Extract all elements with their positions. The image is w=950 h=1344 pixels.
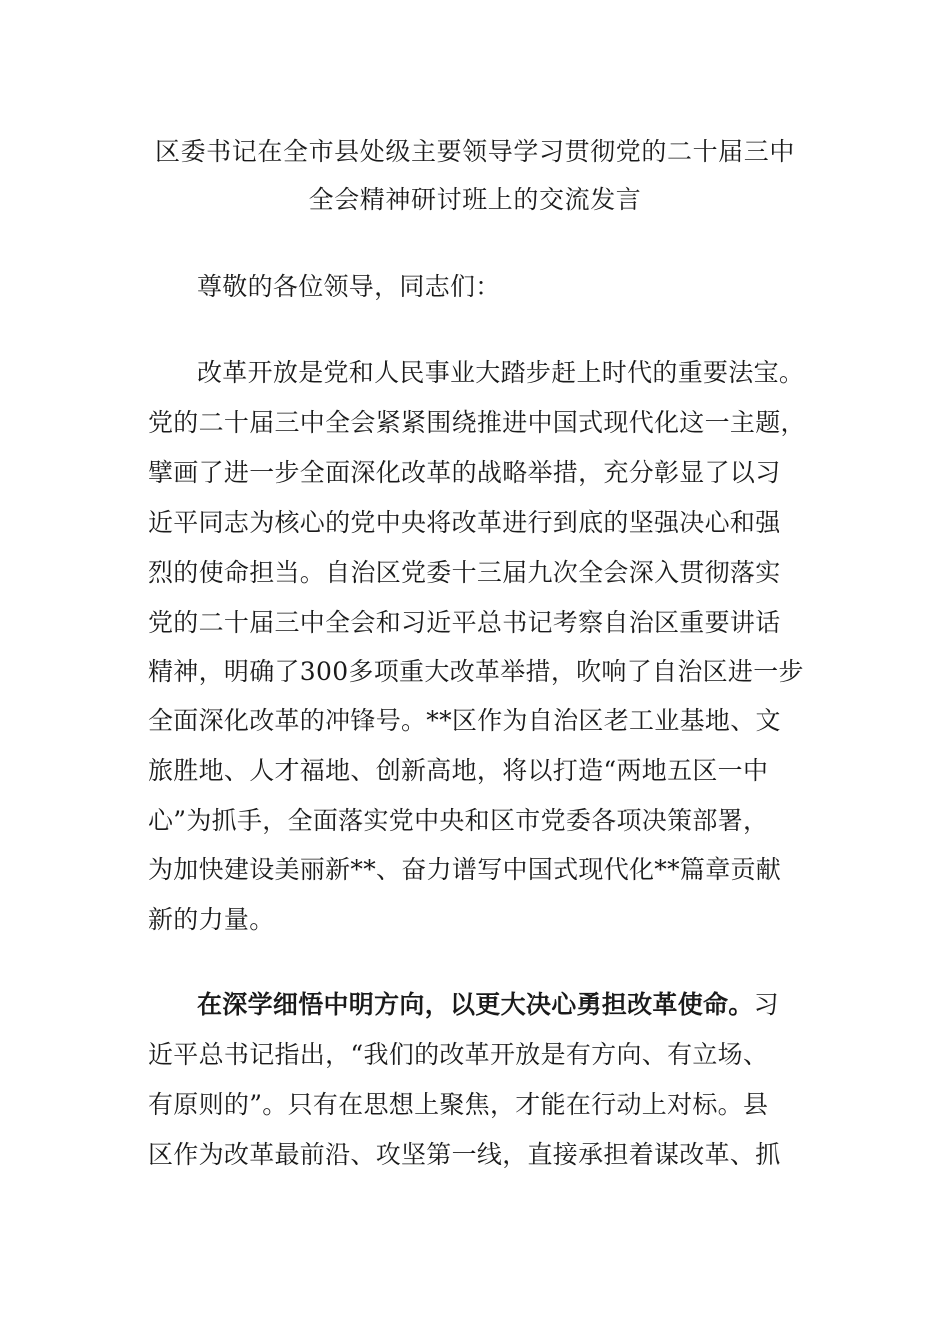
paragraph-line: 烈的使命担当。自治区党委十三届九次全会深入贯彻落实 [148, 558, 781, 587]
paragraph-line: 党的二十届三中全会紧紧围绕推进中国式现代化这一主题， [148, 408, 806, 437]
paragraph-line: 近平总书记指出，“我们的改革开放是有方向、有立场、 [148, 1040, 769, 1069]
paragraph-line: 区作为改革最前沿、攻坚第一线，直接承担着谋改革、抓 [148, 1140, 781, 1169]
paragraph-line: 旅胜地、人才福地、创新高地，将以打造“两地五区一中 [148, 756, 769, 785]
paragraph-line: 全面深化改革的冲锋号。**区作为自治区老工业基地、文 [148, 706, 781, 735]
paragraph-line: 党的二十届三中全会和习近平总书记考察自治区重要讲话 [148, 608, 781, 637]
document-title [140, 128, 810, 224]
title-line-1: 区委书记在全市县处级主要领导学习贯彻党的二十届三中 [154, 137, 795, 166]
paragraph-line: 精神，明确了300多项重大改革举措，吹响了自治区进一步 [148, 657, 804, 686]
salutation: 尊敬的各位领导，同志们： [197, 272, 501, 301]
title-line-2: 全会精神研讨班上的交流发言 [308, 185, 642, 214]
paragraph-line: 新的力量。 [148, 905, 275, 934]
paragraph-line: 为加快建设美丽新**、奋力谱写中国式现代化**篇章贡献 [148, 855, 782, 884]
paragraph-line: 近平同志为核心的党中央将改革进行到底的坚强决心和强 [148, 508, 781, 537]
paragraph-line: 有原则的”。只有在思想上聚焦，才能在行动上对标。县 [148, 1090, 769, 1119]
paragraph-line [197, 990, 779, 1020]
section-heading: 在深学细悟中明方向，以更大决心勇担改革使命。 [197, 990, 754, 1019]
paragraph-text: 习 [753, 990, 779, 1019]
paragraph-line: 擘画了进一步全面深化改革的战略举措，充分彰显了以习 [148, 458, 781, 487]
paragraph-line: 心”为抓手，全面落实党中央和区市党委各项决策部署， [148, 806, 769, 835]
paragraph-line: 改革开放是党和人民事业大踏步赶上时代的重要法宝。 [197, 358, 805, 387]
